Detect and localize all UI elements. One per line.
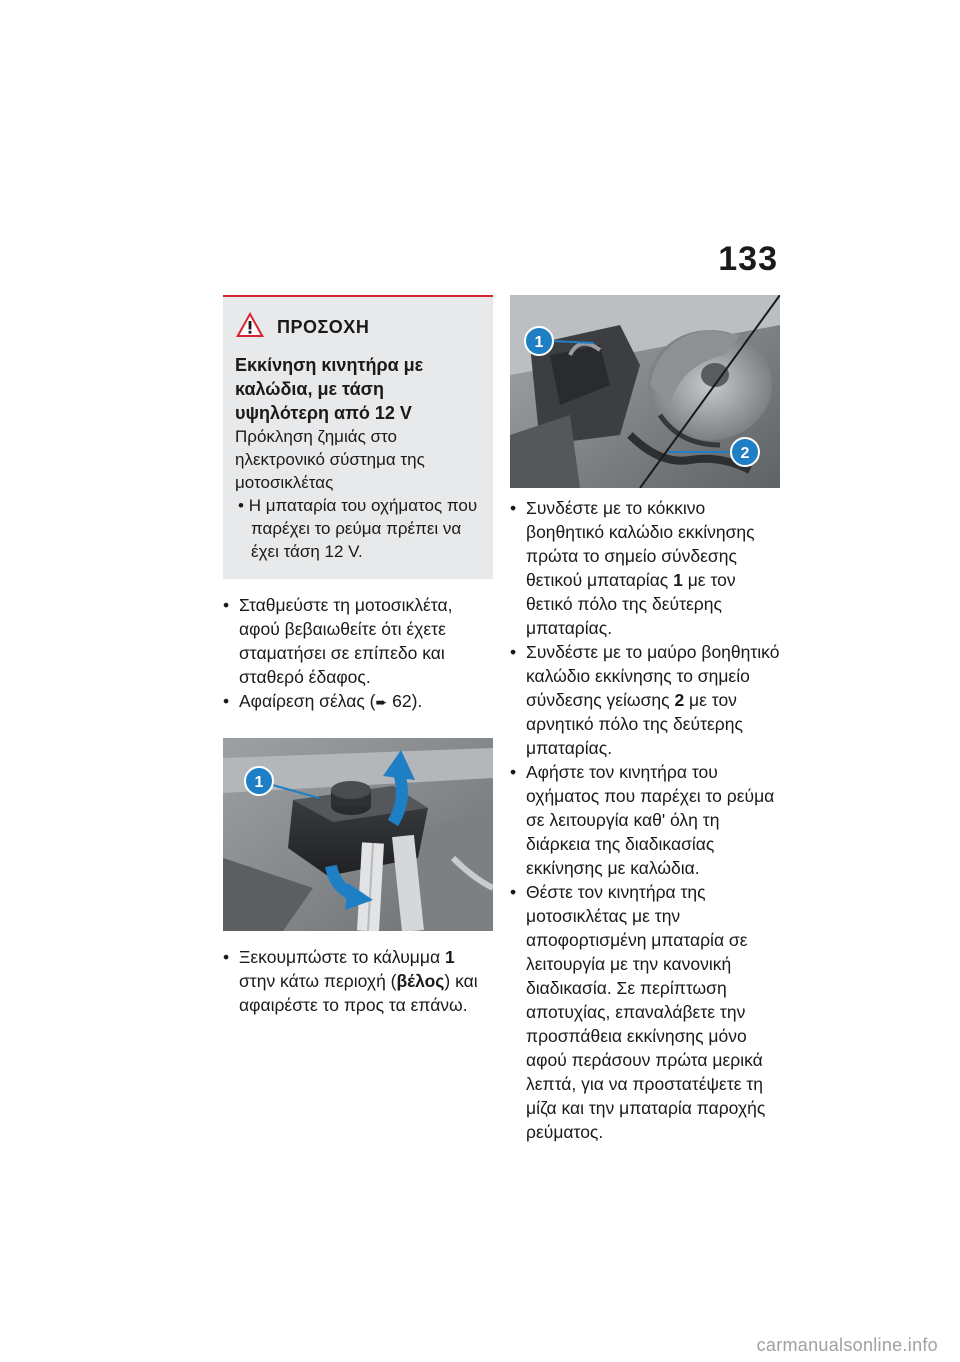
step-unclip-text-e: ) και αφαιρέστε το προς τα επάνω. <box>239 971 478 1015</box>
warning-subtitle: Εκκίνηση κινητήρα με καλώδια, με τάση υψηλότερη από 12 V <box>235 355 424 423</box>
callout-1-fig2: 1 <box>534 334 544 351</box>
page-ref-number[interactable]: 62 <box>392 691 412 711</box>
warning-title: ΠΡΟΣΟΧΗ <box>277 316 370 337</box>
right-column <box>510 295 780 1144</box>
page-number: 133 <box>718 240 778 278</box>
warning-header <box>235 311 481 343</box>
warning-bullet-text: Η μπαταρία του οχήματος που παρέχει το ρεύμα πρέπει να έχει τάση 12 V. <box>248 496 478 561</box>
step-unclip-arrow-word: βέλος <box>396 971 445 991</box>
step-red-ref-1: 1 <box>673 570 683 590</box>
step-red-text-a: Συνδέστε με το κόκκινο βοηθητικό καλώδιο εκκίνησης πρώτα το σημείο σύνδεσης θετικού μπαταρίας <box>526 498 755 590</box>
step-black-cable <box>510 640 780 760</box>
step-start-engine <box>510 880 780 1144</box>
watermark: carmanualsonline.info <box>756 1335 938 1355</box>
left-steps <box>223 593 493 714</box>
figure-jump-points <box>510 295 780 488</box>
step-unclip-cover <box>223 945 493 1017</box>
warning-bullet: • Η μπαταρία του οχήματος που παρέχει το ρεύμα πρέπει να έχει τάση 12 V. <box>238 496 478 561</box>
step-unclip-text-c: στην κάτω περιοχή ( <box>239 971 397 991</box>
left-column <box>223 295 493 1017</box>
warning-box <box>223 295 493 579</box>
step-unclip-ref-1: 1 <box>444 947 455 967</box>
step-black-ref-2: 2 <box>674 690 685 710</box>
warning-triangle-icon <box>235 311 265 343</box>
step-seat-text: Αφαίρεση σέλας ( <box>239 691 376 711</box>
page-ref-arrow-icon: ➨ <box>375 694 388 710</box>
step-keep-running <box>510 760 780 880</box>
step-unclip-text-a: Ξεκουμπώστε το κάλυμμα <box>239 947 445 967</box>
step-red-text-c: με τον θετικό πόλο της δεύτερης μπαταρίας. <box>526 570 736 638</box>
step-park <box>223 593 493 689</box>
warning-text: Πρόκληση ζημιάς στο ηλεκτρονικό σύστημα της μοτοσικλέτας <box>235 427 425 492</box>
right-steps <box>510 496 780 1144</box>
step-seat-text-end: ). <box>411 691 423 711</box>
callout-2-fig2: 2 <box>740 445 750 462</box>
step-park-text: Σταθμεύστε τη μοτοσικλέτα, αφού βεβαιωθείτε ότι έχετε σταματήσει σε επίπεδο και σταθερό έδαφος. <box>239 595 453 687</box>
step-keep-running-text: Αφήστε τον κινητήρα του οχήματος που παρέχει το ρεύμα σε λειτουργία καθ' όλη τη διάρκεια της διαδικασίας εκκίνησης με καλώδια. <box>526 762 775 878</box>
step-black-text-a: Συνδέστε με το μαύρο βοηθητικό καλώδιο εκκίνησης το σημείο σύνδεσης γείωσης <box>526 642 780 710</box>
left-steps-2 <box>223 945 493 1017</box>
callout-1-fig1: 1 <box>254 774 264 791</box>
step-remove-seat <box>223 689 493 714</box>
step-black-text-c: με τον αρνητικό πόλο της δεύτερης μπαταρίας. <box>526 690 743 758</box>
figure-cover-removal <box>223 738 493 931</box>
step-red-cable <box>510 496 780 640</box>
step-start-engine-text: Θέστε τον κινητήρα της μοτοσικλέτας με την αποφορτισμένη μπαταρία σε λειτουργία με την κανονική διαδικασία. Σε περίπτωση αποτυχίας, επαναλάβετε την προσπάθεια εκκίνησης μόνο αφού περάσουν πρώτα μερικά λεπτά, για να προστατέψετε τη μίζα και την μπαταρία παροχής ρεύματος. <box>526 882 766 1142</box>
